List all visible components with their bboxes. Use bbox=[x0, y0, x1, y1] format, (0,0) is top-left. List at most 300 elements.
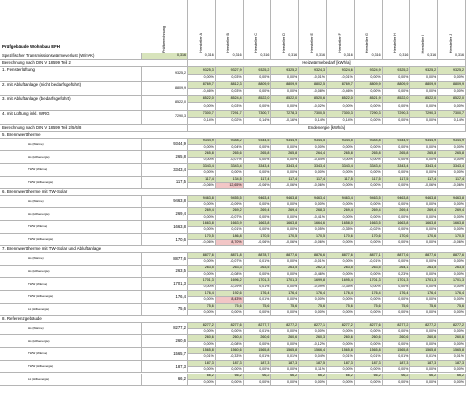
percent-cell: 0,00% bbox=[271, 145, 299, 151]
percent-cell: 0,00% bbox=[383, 89, 411, 96]
percent-cell: 0,00% bbox=[410, 118, 438, 125]
percent-cell: 0,00% bbox=[244, 310, 272, 316]
value-cell: 1566,4 bbox=[299, 348, 327, 354]
value-cell: 3343,4 bbox=[188, 164, 216, 170]
percent-cell: -0,08% bbox=[299, 89, 327, 96]
value-cell: 176,4 bbox=[244, 291, 272, 297]
value-cell: 187,3 bbox=[244, 361, 272, 367]
percent-cell: 0,02% bbox=[216, 118, 244, 125]
percent-cell: 0,00% bbox=[271, 297, 299, 303]
percent-cell: 0,00% bbox=[327, 240, 355, 246]
percent-cell: 0,01% bbox=[438, 354, 466, 360]
value-cell: 1565,8 bbox=[410, 348, 438, 354]
percent-cell: 0,00% bbox=[244, 202, 272, 208]
value-cell: 269,4 bbox=[410, 208, 438, 214]
value-cell: 1663,8 bbox=[271, 221, 299, 227]
percent-cell: 0,00% bbox=[271, 75, 299, 82]
column-header bbox=[383, 0, 411, 53]
value-cell: 8277,6 bbox=[355, 323, 383, 329]
value-cell: 9325,2 bbox=[383, 67, 411, 74]
value-cell: 1565,8 bbox=[355, 348, 383, 354]
column-header bbox=[142, 0, 188, 53]
percent-cell: 0,00% bbox=[438, 202, 466, 208]
percent-cell: 0,00% bbox=[188, 297, 216, 303]
subrow-label: Hs (Hilfsenergie) bbox=[0, 266, 142, 279]
value-cell: 192,6 bbox=[216, 291, 244, 297]
percent-cell: 0,00% bbox=[383, 367, 411, 373]
percent-cell: 0,00% bbox=[299, 202, 327, 208]
value-cell: 8809,9 bbox=[271, 82, 299, 89]
value-cell: 269,4 bbox=[327, 208, 355, 214]
percent-cell: 0,00% bbox=[271, 227, 299, 233]
percent-cell: -0,02% bbox=[355, 227, 383, 233]
value-cell: 8277,2 bbox=[271, 323, 299, 329]
percent-cell: 0,00% bbox=[383, 118, 411, 125]
ref-value: 9325,2 bbox=[142, 67, 188, 81]
column-header-label: Hersteller A bbox=[198, 33, 203, 53]
column-header-label: Hersteller G bbox=[365, 32, 370, 53]
value-cell: 1565,8 bbox=[438, 348, 466, 354]
percent-cell: -0,16% bbox=[271, 118, 299, 125]
value-cell: 8277,1 bbox=[299, 323, 327, 329]
value-cell: 265,8 bbox=[410, 151, 438, 157]
percent-cell: 0,23% bbox=[383, 272, 411, 278]
percent-cell: 0,00% bbox=[355, 380, 383, 386]
percent-cell: 0,00% bbox=[383, 215, 411, 221]
percent-cell: 0,00% bbox=[410, 89, 438, 96]
value-cell: 265,8 bbox=[327, 151, 355, 157]
value-cell: 3343,4 bbox=[244, 164, 272, 170]
column-header bbox=[299, 0, 327, 53]
value-cell: 0,316 bbox=[410, 53, 438, 60]
percent-cell: 0,01% bbox=[244, 259, 272, 265]
percent-cell: 0,00% bbox=[355, 272, 383, 278]
percent-cell: 0,00% bbox=[271, 170, 299, 176]
subrow-label: Hs (Wärme) bbox=[0, 139, 142, 152]
percent-cell: 0,01% bbox=[216, 227, 244, 233]
value-cell: 66,2 bbox=[327, 374, 355, 380]
value-cell: 260,3 bbox=[299, 335, 327, 341]
percent-cell: 0,14% bbox=[327, 118, 355, 125]
percent-cell: 0,00% bbox=[438, 297, 466, 303]
percent-cell: 0,00% bbox=[410, 145, 438, 151]
value-cell: 75,6 bbox=[438, 304, 466, 310]
percent-cell: 0,00% bbox=[438, 227, 466, 233]
column-header-label: Hersteller I bbox=[420, 34, 425, 53]
percent-cell: 0,00% bbox=[438, 158, 466, 164]
percent-cell: -0,07% bbox=[216, 158, 244, 164]
value-cell: 66,2 bbox=[355, 374, 383, 380]
value-cell: 1663,9 bbox=[216, 221, 244, 227]
value-cell: 0,316 bbox=[438, 53, 466, 60]
ref-value: 66,2 bbox=[142, 374, 188, 387]
value-cell: 176,4 bbox=[188, 291, 216, 297]
value-cell: 263,5 bbox=[327, 266, 355, 272]
percent-cell: 0,00% bbox=[355, 103, 383, 110]
value-cell: 263,5 bbox=[355, 266, 383, 272]
percent-cell: 0,00% bbox=[355, 158, 383, 164]
percent-cell: -0,41% bbox=[299, 215, 327, 221]
percent-cell: 0,14% bbox=[438, 118, 466, 125]
value-cell: 9463,8 bbox=[383, 196, 411, 202]
band-label: Heizwärmebedarf [kWh/a] bbox=[188, 60, 466, 67]
value-cell: 7290,3 bbox=[410, 111, 438, 118]
percent-cell: 0,14% bbox=[244, 118, 272, 125]
value-cell: 8520,6 bbox=[299, 96, 327, 103]
percent-cell: 0,00% bbox=[383, 158, 411, 164]
value-cell: 9463,8 bbox=[271, 196, 299, 202]
value-cell: 187,5 bbox=[299, 361, 327, 367]
subrow-label: Hs (Hilfsenergie) bbox=[0, 335, 142, 348]
value-cell: 260,6 bbox=[244, 335, 272, 341]
percent-cell: -0,09% bbox=[299, 285, 327, 291]
percent-cell: 0,00% bbox=[327, 215, 355, 221]
percent-cell: -0,06% bbox=[244, 240, 272, 246]
value-cell: 260,6 bbox=[410, 335, 438, 341]
percent-cell: 0,00% bbox=[188, 380, 216, 386]
percent-cell: -0,35% bbox=[327, 227, 355, 233]
value-cell: 8809,9 bbox=[438, 82, 466, 89]
percent-cell: 0,00% bbox=[327, 342, 355, 348]
value-cell: 8277,2 bbox=[410, 323, 438, 329]
value-cell: 9327,9 bbox=[216, 67, 244, 74]
percent-cell: -0,46% bbox=[327, 89, 355, 96]
value-cell: 66,2 bbox=[383, 374, 411, 380]
value-cell: 8877,6 bbox=[188, 253, 216, 259]
value-cell: 8809,9 bbox=[355, 82, 383, 89]
ref-value: 9463,8 bbox=[142, 196, 188, 209]
percent-cell: 0,01% bbox=[244, 297, 272, 303]
ref-value: 7290,3 bbox=[142, 111, 188, 125]
value-cell: 170,5 bbox=[244, 234, 272, 240]
value-cell: 9463,4 bbox=[244, 196, 272, 202]
column-header-label: Hersteller F bbox=[337, 33, 342, 53]
percent-cell: 0,03% bbox=[216, 89, 244, 96]
percent-cell: 0,00% bbox=[355, 170, 383, 176]
value-cell: 263,5 bbox=[438, 266, 466, 272]
ref-value: 75,6 bbox=[142, 304, 188, 317]
percent-cell: 0,00% bbox=[383, 285, 411, 291]
value-cell: 75,6 bbox=[355, 304, 383, 310]
value-cell: 7300,7 bbox=[438, 111, 466, 118]
percent-cell: -0,01% bbox=[327, 75, 355, 82]
percent-cell: 0,00% bbox=[244, 158, 272, 164]
percent-cell: 0,00% bbox=[188, 285, 216, 291]
percent-cell: -0,06% bbox=[271, 240, 299, 246]
percent-cell: -0,06% bbox=[188, 240, 216, 246]
value-cell: 1695,4 bbox=[327, 278, 355, 284]
percent-cell: 0,00% bbox=[271, 259, 299, 265]
percent-cell: 0,00% bbox=[410, 272, 438, 278]
percent-cell: 0,00% bbox=[383, 380, 411, 386]
percent-cell: 0,00% bbox=[244, 170, 272, 176]
value-cell: 187,3 bbox=[271, 361, 299, 367]
percent-cell: 0,00% bbox=[438, 259, 466, 265]
percent-cell: 0,00% bbox=[271, 329, 299, 335]
percent-cell: 0,01% bbox=[188, 354, 216, 360]
value-cell: 1663,8 bbox=[410, 221, 438, 227]
percent-cell: 0,00% bbox=[383, 310, 411, 316]
percent-cell: 0,00% bbox=[299, 329, 327, 335]
subrow-label: Hs (Hilfsenergie) bbox=[0, 151, 142, 164]
value-cell: 66,2 bbox=[271, 374, 299, 380]
percent-cell: 0,00% bbox=[355, 75, 383, 82]
value-cell: 9455,5 bbox=[216, 196, 244, 202]
value-cell: 9344,8 bbox=[355, 139, 383, 145]
value-cell: 1663,8 bbox=[188, 221, 216, 227]
percent-cell: 0,00% bbox=[299, 145, 327, 151]
percent-cell: -0,06% bbox=[438, 240, 466, 246]
percent-cell: -0,07% bbox=[216, 215, 244, 221]
value-cell: 66,2 bbox=[188, 374, 216, 380]
percent-cell: 0,00% bbox=[410, 285, 438, 291]
value-cell: 9344,9 bbox=[438, 139, 466, 145]
percent-cell: 0,00% bbox=[438, 170, 466, 176]
value-cell: 117,5 bbox=[383, 177, 411, 183]
section-title: 6. Brennwerttherme mit TW-Solar bbox=[0, 189, 466, 195]
value-cell: 8522,0 bbox=[438, 96, 466, 103]
percent-cell: 12,65% bbox=[216, 183, 244, 189]
percent-cell: 8,70% bbox=[216, 240, 244, 246]
value-cell: 3343,4 bbox=[327, 164, 355, 170]
value-cell: 1565,8 bbox=[327, 348, 355, 354]
percent-cell: 0,00% bbox=[355, 297, 383, 303]
value-cell: 75,6 bbox=[383, 304, 411, 310]
column-header bbox=[244, 0, 272, 53]
percent-cell: 0,00% bbox=[188, 367, 216, 373]
percent-cell: 0,01% bbox=[383, 354, 411, 360]
percent-cell: 0,00% bbox=[216, 367, 244, 373]
percent-cell: 0,00% bbox=[410, 158, 438, 164]
column-header-label: Hersteller D bbox=[281, 32, 286, 53]
percent-cell: -0,06% bbox=[244, 183, 272, 189]
percent-cell: 0,00% bbox=[355, 342, 383, 348]
value-cell: 0,316 bbox=[188, 53, 216, 60]
value-cell: 265,8 bbox=[244, 151, 272, 157]
value-cell: 9325,2 bbox=[271, 67, 299, 74]
value-cell: 117,4 bbox=[271, 177, 299, 183]
value-cell: 9344,5 bbox=[299, 139, 327, 145]
value-cell: 170,5 bbox=[188, 234, 216, 240]
value-cell: 66,2 bbox=[299, 374, 327, 380]
subrow-label: Hs (Wärme) bbox=[0, 253, 142, 266]
percent-cell: 0,01% bbox=[410, 354, 438, 360]
percent-cell: 0,00% bbox=[383, 145, 411, 151]
value-cell: 117,4 bbox=[299, 177, 327, 183]
value-cell: 260,6 bbox=[188, 335, 216, 341]
percent-cell: 0,00% bbox=[410, 342, 438, 348]
value-cell: 170,5 bbox=[299, 234, 327, 240]
percent-cell: 0,00% bbox=[188, 272, 216, 278]
value-cell: 8522,0 bbox=[244, 96, 272, 103]
value-cell: 7278,3 bbox=[271, 111, 299, 118]
percent-cell: 0,00% bbox=[244, 272, 272, 278]
value-cell: 269,4 bbox=[383, 208, 411, 214]
ref-value: 9344,9 bbox=[142, 139, 188, 152]
percent-cell: 0,01% bbox=[327, 354, 355, 360]
ref-value: 1701,3 bbox=[142, 278, 188, 291]
value-cell: 8522,0 bbox=[188, 96, 216, 103]
band-label: Endenergie [kWh/a] bbox=[188, 125, 466, 132]
percent-cell: -0,06% bbox=[299, 240, 327, 246]
value-cell: 75,6 bbox=[410, 304, 438, 310]
percent-cell: 0,00% bbox=[188, 342, 216, 348]
percent-cell: 0,01% bbox=[244, 329, 272, 335]
value-cell: 8277,2 bbox=[438, 323, 466, 329]
percent-cell: 0,00% bbox=[271, 367, 299, 373]
percent-cell: 0,00% bbox=[244, 215, 272, 221]
percent-cell: 0,00% bbox=[355, 183, 383, 189]
value-cell: 8877,6 bbox=[271, 253, 299, 259]
percent-cell: -0,33% bbox=[216, 354, 244, 360]
percent-cell: 0,00% bbox=[410, 215, 438, 221]
value-cell: 176,4 bbox=[383, 291, 411, 297]
percent-cell: 0,00% bbox=[327, 145, 355, 151]
value-cell: 1663,5 bbox=[355, 221, 383, 227]
column-header-label: Hersteller E bbox=[309, 33, 314, 53]
percent-cell: 0,00% bbox=[410, 170, 438, 176]
percent-cell: 0,00% bbox=[355, 240, 383, 246]
value-cell: 176,4 bbox=[355, 291, 383, 297]
percent-cell: -0,01% bbox=[299, 259, 327, 265]
value-cell: 8876,6 bbox=[299, 253, 327, 259]
percent-cell: 0,00% bbox=[355, 215, 383, 221]
ref-value: 117,5 bbox=[142, 177, 188, 190]
column-header bbox=[271, 0, 299, 53]
percent-cell: -0,08% bbox=[216, 342, 244, 348]
percent-cell: 0,01% bbox=[355, 354, 383, 360]
value-cell: 1701,3 bbox=[410, 278, 438, 284]
ref-value: 263,5 bbox=[142, 266, 188, 279]
percent-cell: 0,00% bbox=[438, 75, 466, 82]
value-cell: 7290,3 bbox=[355, 111, 383, 118]
value-cell: 7291,7 bbox=[216, 111, 244, 118]
percent-cell: 0,14% bbox=[188, 118, 216, 125]
percent-cell: 0,00% bbox=[299, 170, 327, 176]
value-cell: 7300,5 bbox=[299, 111, 327, 118]
value-cell: 187,3 bbox=[327, 361, 355, 367]
value-cell: 8877,6 bbox=[383, 253, 411, 259]
percent-cell: 0,00% bbox=[355, 118, 383, 125]
value-cell: 134,5 bbox=[216, 177, 244, 183]
value-cell: 263,5 bbox=[410, 266, 438, 272]
value-cell: 8769,7 bbox=[188, 82, 216, 89]
value-cell: 9344,9 bbox=[383, 139, 411, 145]
value-cell: 8522,0 bbox=[383, 96, 411, 103]
percent-cell: -0,07% bbox=[216, 259, 244, 265]
subrow-label: Hs (Wärme) bbox=[0, 323, 142, 336]
value-cell: 187,3 bbox=[410, 361, 438, 367]
value-cell: 0,316 bbox=[216, 53, 244, 60]
percent-cell: 0,00% bbox=[383, 75, 411, 82]
value-cell: 268,3 bbox=[299, 208, 327, 214]
value-cell: 0,316 bbox=[327, 53, 355, 60]
value-cell: 8812,3 bbox=[216, 82, 244, 89]
subrow-label: Lü (Hilfsenergie) bbox=[0, 304, 142, 317]
percent-cell: 0,03% bbox=[216, 103, 244, 110]
percent-cell: 0,01% bbox=[271, 354, 299, 360]
value-cell: 187,3 bbox=[216, 361, 244, 367]
value-cell: 75,6 bbox=[299, 304, 327, 310]
percent-cell: 0,00% bbox=[383, 329, 411, 335]
percent-cell: 0,00% bbox=[383, 227, 411, 233]
percent-cell: 0,00% bbox=[383, 259, 411, 265]
value-cell: 176,4 bbox=[271, 291, 299, 297]
subrow-label: TWW (Wärme) bbox=[0, 278, 142, 291]
percent-cell: 0,00% bbox=[355, 202, 383, 208]
percent-cell: 0,00% bbox=[327, 202, 355, 208]
value-cell: 9463,8 bbox=[188, 196, 216, 202]
percent-cell: 0,00% bbox=[438, 380, 466, 386]
value-cell: 9463,4 bbox=[299, 196, 327, 202]
percent-cell: 0,00% bbox=[271, 272, 299, 278]
percent-cell: -0,06% bbox=[299, 183, 327, 189]
percent-cell: 0,00% bbox=[438, 103, 466, 110]
value-cell: 3343,4 bbox=[410, 164, 438, 170]
ref-value: 170,6 bbox=[142, 234, 188, 247]
value-cell: 8809,9 bbox=[410, 82, 438, 89]
percent-cell: 0,00% bbox=[244, 380, 272, 386]
percent-cell: 0,00% bbox=[410, 240, 438, 246]
percent-cell: 0,00% bbox=[438, 329, 466, 335]
value-cell: 269,4 bbox=[188, 208, 216, 214]
section-title: 8. Referenzgebäude bbox=[0, 316, 466, 322]
value-cell: 9463,8 bbox=[410, 196, 438, 202]
percent-cell: 0,00% bbox=[438, 367, 466, 373]
value-cell: 117,5 bbox=[355, 177, 383, 183]
value-cell: 265,8 bbox=[271, 151, 299, 157]
ref-value: 8877,6 bbox=[142, 253, 188, 266]
value-cell: 264,1 bbox=[383, 266, 411, 272]
percent-cell: 0,00% bbox=[438, 285, 466, 291]
value-cell: 8277,6 bbox=[216, 323, 244, 329]
subrow-label: TWW (Hilfsenergie) bbox=[0, 177, 142, 190]
value-cell: 9463,4 bbox=[327, 196, 355, 202]
percent-cell: 0,00% bbox=[355, 285, 383, 291]
value-cell: 8277,7 bbox=[244, 323, 272, 329]
value-cell: 75,6 bbox=[244, 304, 272, 310]
section-title: 7. Brennwerttherme mit TW-Solar und Abluftanlage bbox=[0, 247, 466, 253]
percent-cell: 0,00% bbox=[383, 240, 411, 246]
value-cell: 176,4 bbox=[410, 291, 438, 297]
value-cell: 260,6 bbox=[327, 335, 355, 341]
percent-cell: -0,46% bbox=[188, 89, 216, 96]
ref-value: 187,3 bbox=[142, 361, 188, 374]
value-cell: 8809,9 bbox=[244, 82, 272, 89]
value-cell: 1658,0 bbox=[327, 221, 355, 227]
value-cell: 8277,2 bbox=[383, 323, 411, 329]
percent-cell: 0,00% bbox=[244, 367, 272, 373]
value-cell: 186,8 bbox=[216, 234, 244, 240]
percent-cell: 0,00% bbox=[216, 380, 244, 386]
value-cell: 263,3 bbox=[216, 266, 244, 272]
percent-cell: 0,00% bbox=[188, 310, 216, 316]
value-cell: 75,6 bbox=[327, 304, 355, 310]
percent-cell: 0,00% bbox=[383, 170, 411, 176]
value-cell: 170,6 bbox=[410, 234, 438, 240]
percent-cell: 0,00% bbox=[299, 380, 327, 386]
subrow-label: TWW (Wärme) bbox=[0, 164, 142, 177]
value-cell: 260,6 bbox=[383, 335, 411, 341]
percent-cell: -0,01% bbox=[299, 75, 327, 82]
percent-cell: 0,00% bbox=[410, 259, 438, 265]
value-cell: 8769,7 bbox=[327, 82, 355, 89]
percent-cell: 0,00% bbox=[327, 329, 355, 335]
percent-cell: 0,00% bbox=[438, 145, 466, 151]
percent-cell: -0,06% bbox=[410, 183, 438, 189]
value-cell: 117,4 bbox=[438, 177, 466, 183]
value-cell: 1663,8 bbox=[383, 221, 411, 227]
